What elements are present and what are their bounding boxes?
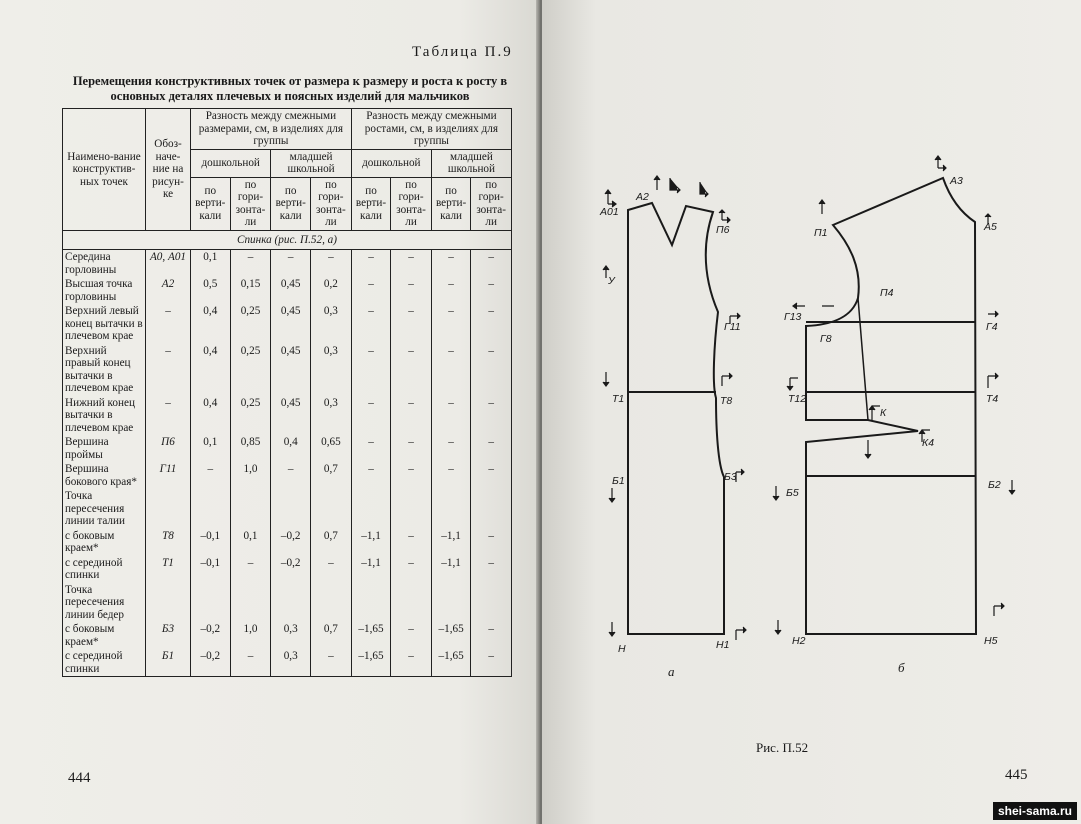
row-value: –0,1 — [191, 556, 231, 583]
header-vertical: по верти-кали — [271, 177, 311, 230]
row-value: 0,4 — [191, 344, 231, 396]
row-value: – — [471, 277, 512, 304]
row-value: – — [271, 462, 311, 489]
row-value: – — [230, 250, 271, 278]
row-name: Середина горловины — [63, 250, 146, 278]
row-value: – — [230, 649, 271, 677]
label-N1: Н1 — [716, 639, 730, 651]
row-value: 0,3 — [310, 396, 351, 436]
label-B5: Б5 — [786, 487, 799, 499]
row-value: 0,65 — [310, 435, 351, 462]
table-row — [63, 462, 512, 489]
row-symbol: – — [146, 344, 191, 396]
row-name: с боковым краем* — [63, 622, 146, 649]
row-value: – — [351, 344, 390, 396]
table-row — [63, 344, 512, 396]
row-name: с серединой спинки — [63, 649, 146, 677]
row-name: Высшая точка горловины — [63, 277, 146, 304]
row-name: Точка пересечения линии бедер — [63, 583, 146, 623]
row-value — [191, 583, 231, 623]
row-value: 0,45 — [271, 277, 311, 304]
row-value: – — [391, 344, 432, 396]
row-value: 0,1 — [191, 435, 231, 462]
row-symbol: – — [146, 396, 191, 436]
row-symbol: П6 — [146, 435, 191, 462]
row-value: 0,3 — [310, 304, 351, 344]
row-value: 0,3 — [271, 649, 311, 677]
row-value: 0,7 — [310, 462, 351, 489]
row-symbol: Б1 — [146, 649, 191, 677]
label-P1: П1 — [814, 227, 828, 239]
row-value: 0,4 — [271, 435, 311, 462]
row-value: – — [391, 649, 432, 677]
row-value: –1,65 — [351, 622, 390, 649]
table-number: Таблица П.9 — [412, 44, 513, 60]
row-value: – — [471, 529, 512, 556]
row-value: 0,85 — [230, 435, 271, 462]
label-G4: Г4 — [986, 321, 998, 333]
row-value: – — [191, 462, 231, 489]
row-symbol: Т1 — [146, 556, 191, 583]
row-value: 0,4 — [191, 396, 231, 436]
displacement-table — [62, 108, 512, 677]
table-row — [63, 277, 512, 304]
row-value: – — [391, 250, 432, 278]
row-value — [391, 583, 432, 623]
row-value: – — [310, 556, 351, 583]
row-value — [471, 489, 512, 529]
row-value: 1,0 — [230, 462, 271, 489]
label-T1: Т1 — [612, 393, 625, 405]
header-junior-size: младшей школьной — [271, 149, 351, 177]
header-horizontal: по гори-зонта-ли — [230, 177, 271, 230]
header-name: Наимено-вание конструктив-ных точек — [63, 109, 146, 231]
table-row — [63, 250, 512, 278]
row-value — [431, 583, 470, 623]
label-T12: Т12 — [788, 393, 807, 405]
label-K4: К4 — [922, 437, 935, 449]
row-value: – — [471, 462, 512, 489]
row-name: с боковым краем* — [63, 529, 146, 556]
row-value — [471, 583, 512, 623]
row-value — [271, 489, 311, 529]
row-value: – — [471, 250, 512, 278]
row-value: 0,5 — [191, 277, 231, 304]
row-value: – — [431, 250, 470, 278]
row-value: – — [431, 435, 470, 462]
row-value: 0,1 — [230, 529, 271, 556]
label-B1: Б1 — [612, 475, 625, 487]
row-name: с серединой спинки — [63, 556, 146, 583]
table-row — [63, 304, 512, 344]
row-value: –0,2 — [191, 649, 231, 677]
watermark: shei-sama.ru — [993, 802, 1077, 820]
row-name: Верхний левый конец вытачки в плечевом крае — [63, 304, 146, 344]
dart-line-b — [858, 298, 868, 420]
row-value: – — [230, 556, 271, 583]
row-name: Верхний правый конец вытачки в плечевом крае — [63, 344, 146, 396]
label-P6: П6 — [716, 224, 730, 236]
sub-caption-a: а — [668, 664, 675, 679]
row-value: – — [391, 435, 432, 462]
row-value: – — [471, 556, 512, 583]
row-name: Вершина проймы — [63, 435, 146, 462]
table-row — [63, 489, 512, 529]
label-G13: Г13 — [784, 311, 802, 323]
row-symbol: А0, А01 — [146, 250, 191, 278]
pattern-figure — [542, 0, 1081, 824]
row-value: – — [310, 250, 351, 278]
row-symbol: Т8 — [146, 529, 191, 556]
left-page — [0, 0, 540, 824]
row-value: –0,2 — [191, 622, 231, 649]
row-value: – — [391, 277, 432, 304]
header-horizontal: по гори-зонта-ли — [471, 177, 512, 230]
header-vertical: по верти-кали — [191, 177, 231, 230]
row-value: 0,15 — [230, 277, 271, 304]
row-value — [351, 489, 390, 529]
table-row — [63, 435, 512, 462]
row-value: – — [391, 622, 432, 649]
row-value: 0,4 — [191, 304, 231, 344]
row-value — [310, 583, 351, 623]
header-junior-height: младшей школьной — [431, 149, 511, 177]
row-value — [191, 489, 231, 529]
row-value: –1,1 — [351, 529, 390, 556]
label-P4: П4 — [880, 287, 894, 299]
label-T4: Т4 — [986, 393, 999, 405]
row-value — [431, 489, 470, 529]
row-value: 1,0 — [230, 622, 271, 649]
table-row — [63, 583, 512, 623]
row-value: – — [431, 277, 470, 304]
row-value: – — [431, 396, 470, 436]
header-preschool-height: дошкольной — [351, 149, 431, 177]
row-symbol — [146, 583, 191, 623]
row-value: –1,65 — [431, 622, 470, 649]
sub-caption-b: б — [898, 660, 905, 675]
row-value: 0,45 — [271, 396, 311, 436]
row-value — [351, 583, 390, 623]
row-value: – — [471, 622, 512, 649]
row-value — [271, 583, 311, 623]
table-row — [63, 556, 512, 583]
row-value: – — [471, 649, 512, 677]
label-A2: А2 — [636, 191, 649, 203]
row-value: –1,1 — [431, 529, 470, 556]
row-symbol — [146, 489, 191, 529]
row-value: 0,45 — [271, 344, 311, 396]
row-value: –1,65 — [351, 649, 390, 677]
header-height-group: Разность между смежными ростами, см, в изделиях для группы — [351, 109, 511, 150]
back-piece-outline — [628, 203, 724, 634]
row-value: 0,7 — [310, 529, 351, 556]
row-value: – — [391, 556, 432, 583]
row-value: – — [310, 649, 351, 677]
row-value: – — [351, 462, 390, 489]
table-title: Перемещения конструктивных точек от размера к размеру и роста к росту в основных деталях плечевых и поясных изделий для мальчиков — [72, 74, 508, 103]
label-B2: Б2 — [988, 479, 1001, 491]
figure-labels — [599, 175, 1001, 655]
row-name: Вершина бокового края* — [63, 462, 146, 489]
row-value: – — [471, 304, 512, 344]
row-name: Нижний конец вытачки в плечевом крае — [63, 396, 146, 436]
row-value: –1,65 — [431, 649, 470, 677]
row-value: –1,1 — [431, 556, 470, 583]
figure-caption: Рис. П.52 — [756, 740, 809, 755]
row-name: Точка пересечения линии талии — [63, 489, 146, 529]
row-value: – — [391, 396, 432, 436]
label-N5: Н5 — [984, 635, 998, 647]
row-value: – — [471, 344, 512, 396]
row-value: – — [471, 435, 512, 462]
row-value: 0,25 — [230, 304, 271, 344]
row-value: – — [391, 529, 432, 556]
row-value: – — [351, 435, 390, 462]
label-U: У — [608, 275, 615, 287]
header-vertical: по верти-кали — [351, 177, 390, 230]
table-row — [63, 622, 512, 649]
row-symbol: – — [146, 304, 191, 344]
row-value: 0,2 — [310, 277, 351, 304]
row-value — [310, 489, 351, 529]
header-vertical: по верти-кали — [431, 177, 470, 230]
row-value: 0,1 — [191, 250, 231, 278]
header-size-group: Разность между смежными размерами, см, в изделиях для группы — [191, 109, 352, 150]
row-value: –0,1 — [191, 529, 231, 556]
label-A3: А3 — [950, 175, 963, 187]
row-symbol: Б3 — [146, 622, 191, 649]
table-row — [63, 649, 512, 677]
front-piece-outline — [806, 178, 976, 634]
row-value — [391, 489, 432, 529]
row-value: –0,2 — [271, 529, 311, 556]
label-K: К — [880, 407, 887, 419]
label-B3: Б3 — [724, 471, 737, 483]
header-symbol: Обоз-наче-ние на рисун-ке — [146, 109, 191, 231]
label-A5: А5 — [984, 221, 997, 233]
row-value: – — [351, 250, 390, 278]
label-G8: Г8 — [820, 333, 832, 345]
row-value — [230, 489, 271, 529]
row-value: – — [431, 462, 470, 489]
row-value: 0,25 — [230, 344, 271, 396]
row-value: 0,3 — [271, 622, 311, 649]
table-row — [63, 396, 512, 436]
header-horizontal: по гори-зонта-ли — [391, 177, 432, 230]
section-title: Спинка (рис. П.52, а) — [63, 230, 512, 250]
label-T8: Т8 — [720, 395, 733, 407]
row-value: –0,2 — [271, 556, 311, 583]
right-page — [542, 0, 1081, 824]
row-symbol: А2 — [146, 277, 191, 304]
row-value: – — [271, 250, 311, 278]
row-value: 0,3 — [310, 344, 351, 396]
row-value: – — [351, 277, 390, 304]
row-value: – — [351, 396, 390, 436]
row-value: –1,1 — [351, 556, 390, 583]
label-A01: А01 — [600, 206, 619, 218]
header-preschool-size: дошкольной — [191, 149, 271, 177]
row-value: – — [351, 304, 390, 344]
row-value: – — [431, 304, 470, 344]
row-value: 0,7 — [310, 622, 351, 649]
row-value — [230, 583, 271, 623]
header-horizontal: по гори-зонта-ли — [310, 177, 351, 230]
row-symbol: Г11 — [146, 462, 191, 489]
row-value: 0,25 — [230, 396, 271, 436]
row-value: – — [391, 304, 432, 344]
page-number-right: 445 — [1005, 767, 1028, 783]
label-N2: Н2 — [792, 635, 806, 647]
row-value: – — [431, 344, 470, 396]
row-value: 0,45 — [271, 304, 311, 344]
label-G11: Г11 — [724, 321, 741, 333]
table-row — [63, 529, 512, 556]
page-number-left: 444 — [68, 770, 91, 786]
row-value: – — [471, 396, 512, 436]
label-N: Н — [618, 643, 626, 655]
row-value: – — [391, 462, 432, 489]
